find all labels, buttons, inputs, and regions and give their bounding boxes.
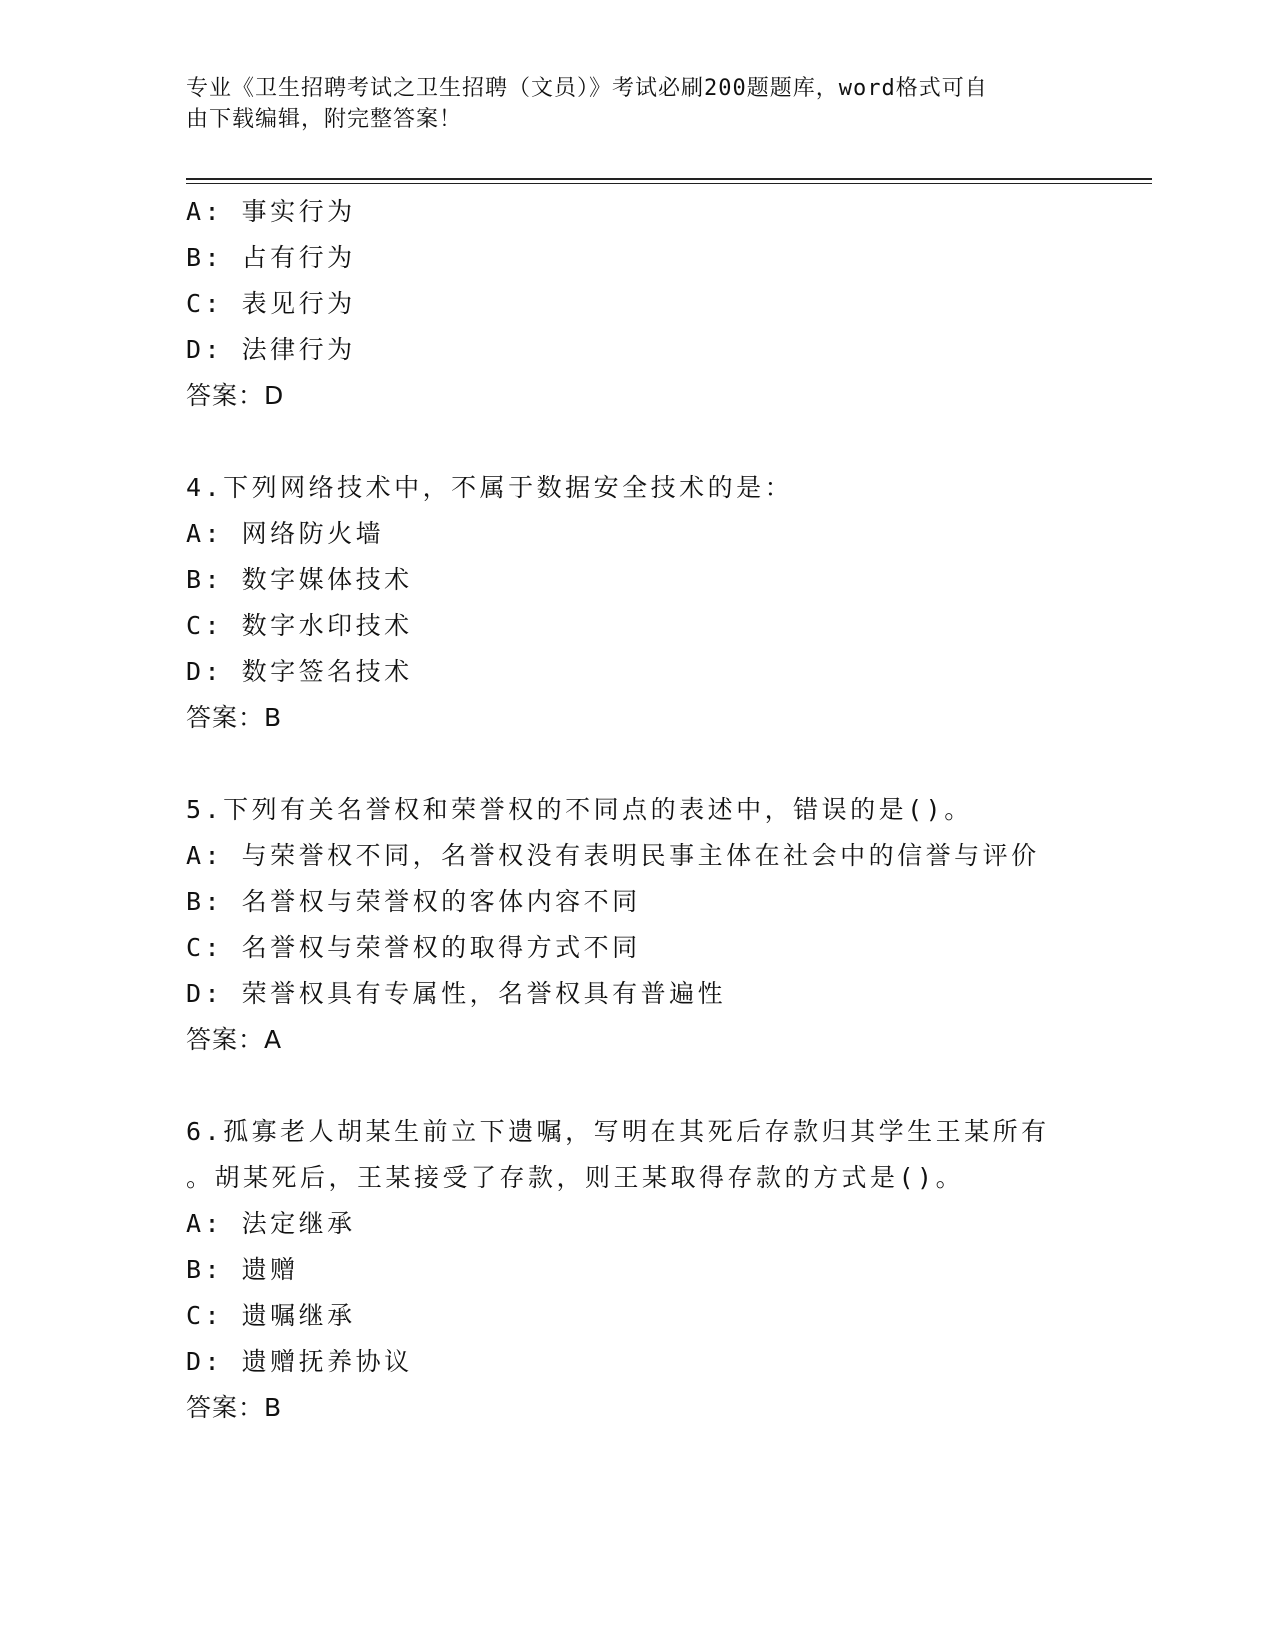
spacer	[186, 419, 1146, 465]
answer: 答案：B	[186, 1393, 283, 1422]
question-6	[186, 1109, 1146, 1431]
spacer	[186, 1063, 1146, 1109]
header-divider-thin	[186, 183, 1152, 184]
answer: 答案：B	[186, 703, 283, 732]
option-d: D: 遗赠抚养协议	[186, 1347, 413, 1376]
option-c: C: 遗嘱继承	[186, 1301, 356, 1330]
option-b: B: 名誉权与荣誉权的客体内容不同	[186, 887, 641, 916]
question-stem: 4.下列网络技术中，不属于数据安全技术的是：	[186, 473, 794, 502]
option-a: A: 事实行为	[186, 197, 356, 226]
option-b: B: 占有行为	[186, 243, 356, 272]
option-a: A: 法定继承	[186, 1209, 356, 1238]
spacer	[186, 741, 1146, 787]
header-title-line-2: 由下载编辑，附完整答案！	[186, 107, 463, 132]
question-stem-line-2: 。胡某死后，王某接受了存款，则王某取得存款的方式是()。	[186, 1163, 965, 1192]
option-a: A: 与荣誉权不同，名誉权没有表明民事主体在社会中的信誉与评价	[186, 841, 1040, 870]
question-list	[186, 189, 1146, 1431]
answer: 答案：D	[186, 381, 285, 410]
question-stem-line-1: 6.孤寡老人胡某生前立下遗嘱，写明在其死后存款归其学生王某所有	[186, 1117, 1050, 1146]
header-divider-thick	[186, 178, 1152, 180]
option-a: A: 网络防火墙	[186, 519, 385, 548]
answer: 答案：A	[186, 1025, 283, 1054]
option-c: C: 数字水印技术	[186, 611, 413, 640]
question-4	[186, 465, 1146, 741]
question-stem: 5.下列有关名誉权和荣誉权的不同点的表述中，错误的是()。	[186, 795, 973, 824]
question-3	[186, 189, 1146, 419]
option-d: D: 数字签名技术	[186, 657, 413, 686]
header-title-line-1: 专业《卫生招聘考试之卫生招聘（文员）》考试必刷200题题库，word格式可自	[186, 76, 988, 101]
option-c: C: 表见行为	[186, 289, 356, 318]
option-d: D: 法律行为	[186, 335, 356, 364]
option-d: D: 荣誉权具有专属性，名誉权具有普遍性	[186, 979, 727, 1008]
option-b: B: 遗赠	[186, 1255, 299, 1284]
option-b: B: 数字媒体技术	[186, 565, 413, 594]
option-c: C: 名誉权与荣誉权的取得方式不同	[186, 933, 641, 962]
document-header	[186, 73, 1086, 135]
question-5	[186, 787, 1146, 1063]
